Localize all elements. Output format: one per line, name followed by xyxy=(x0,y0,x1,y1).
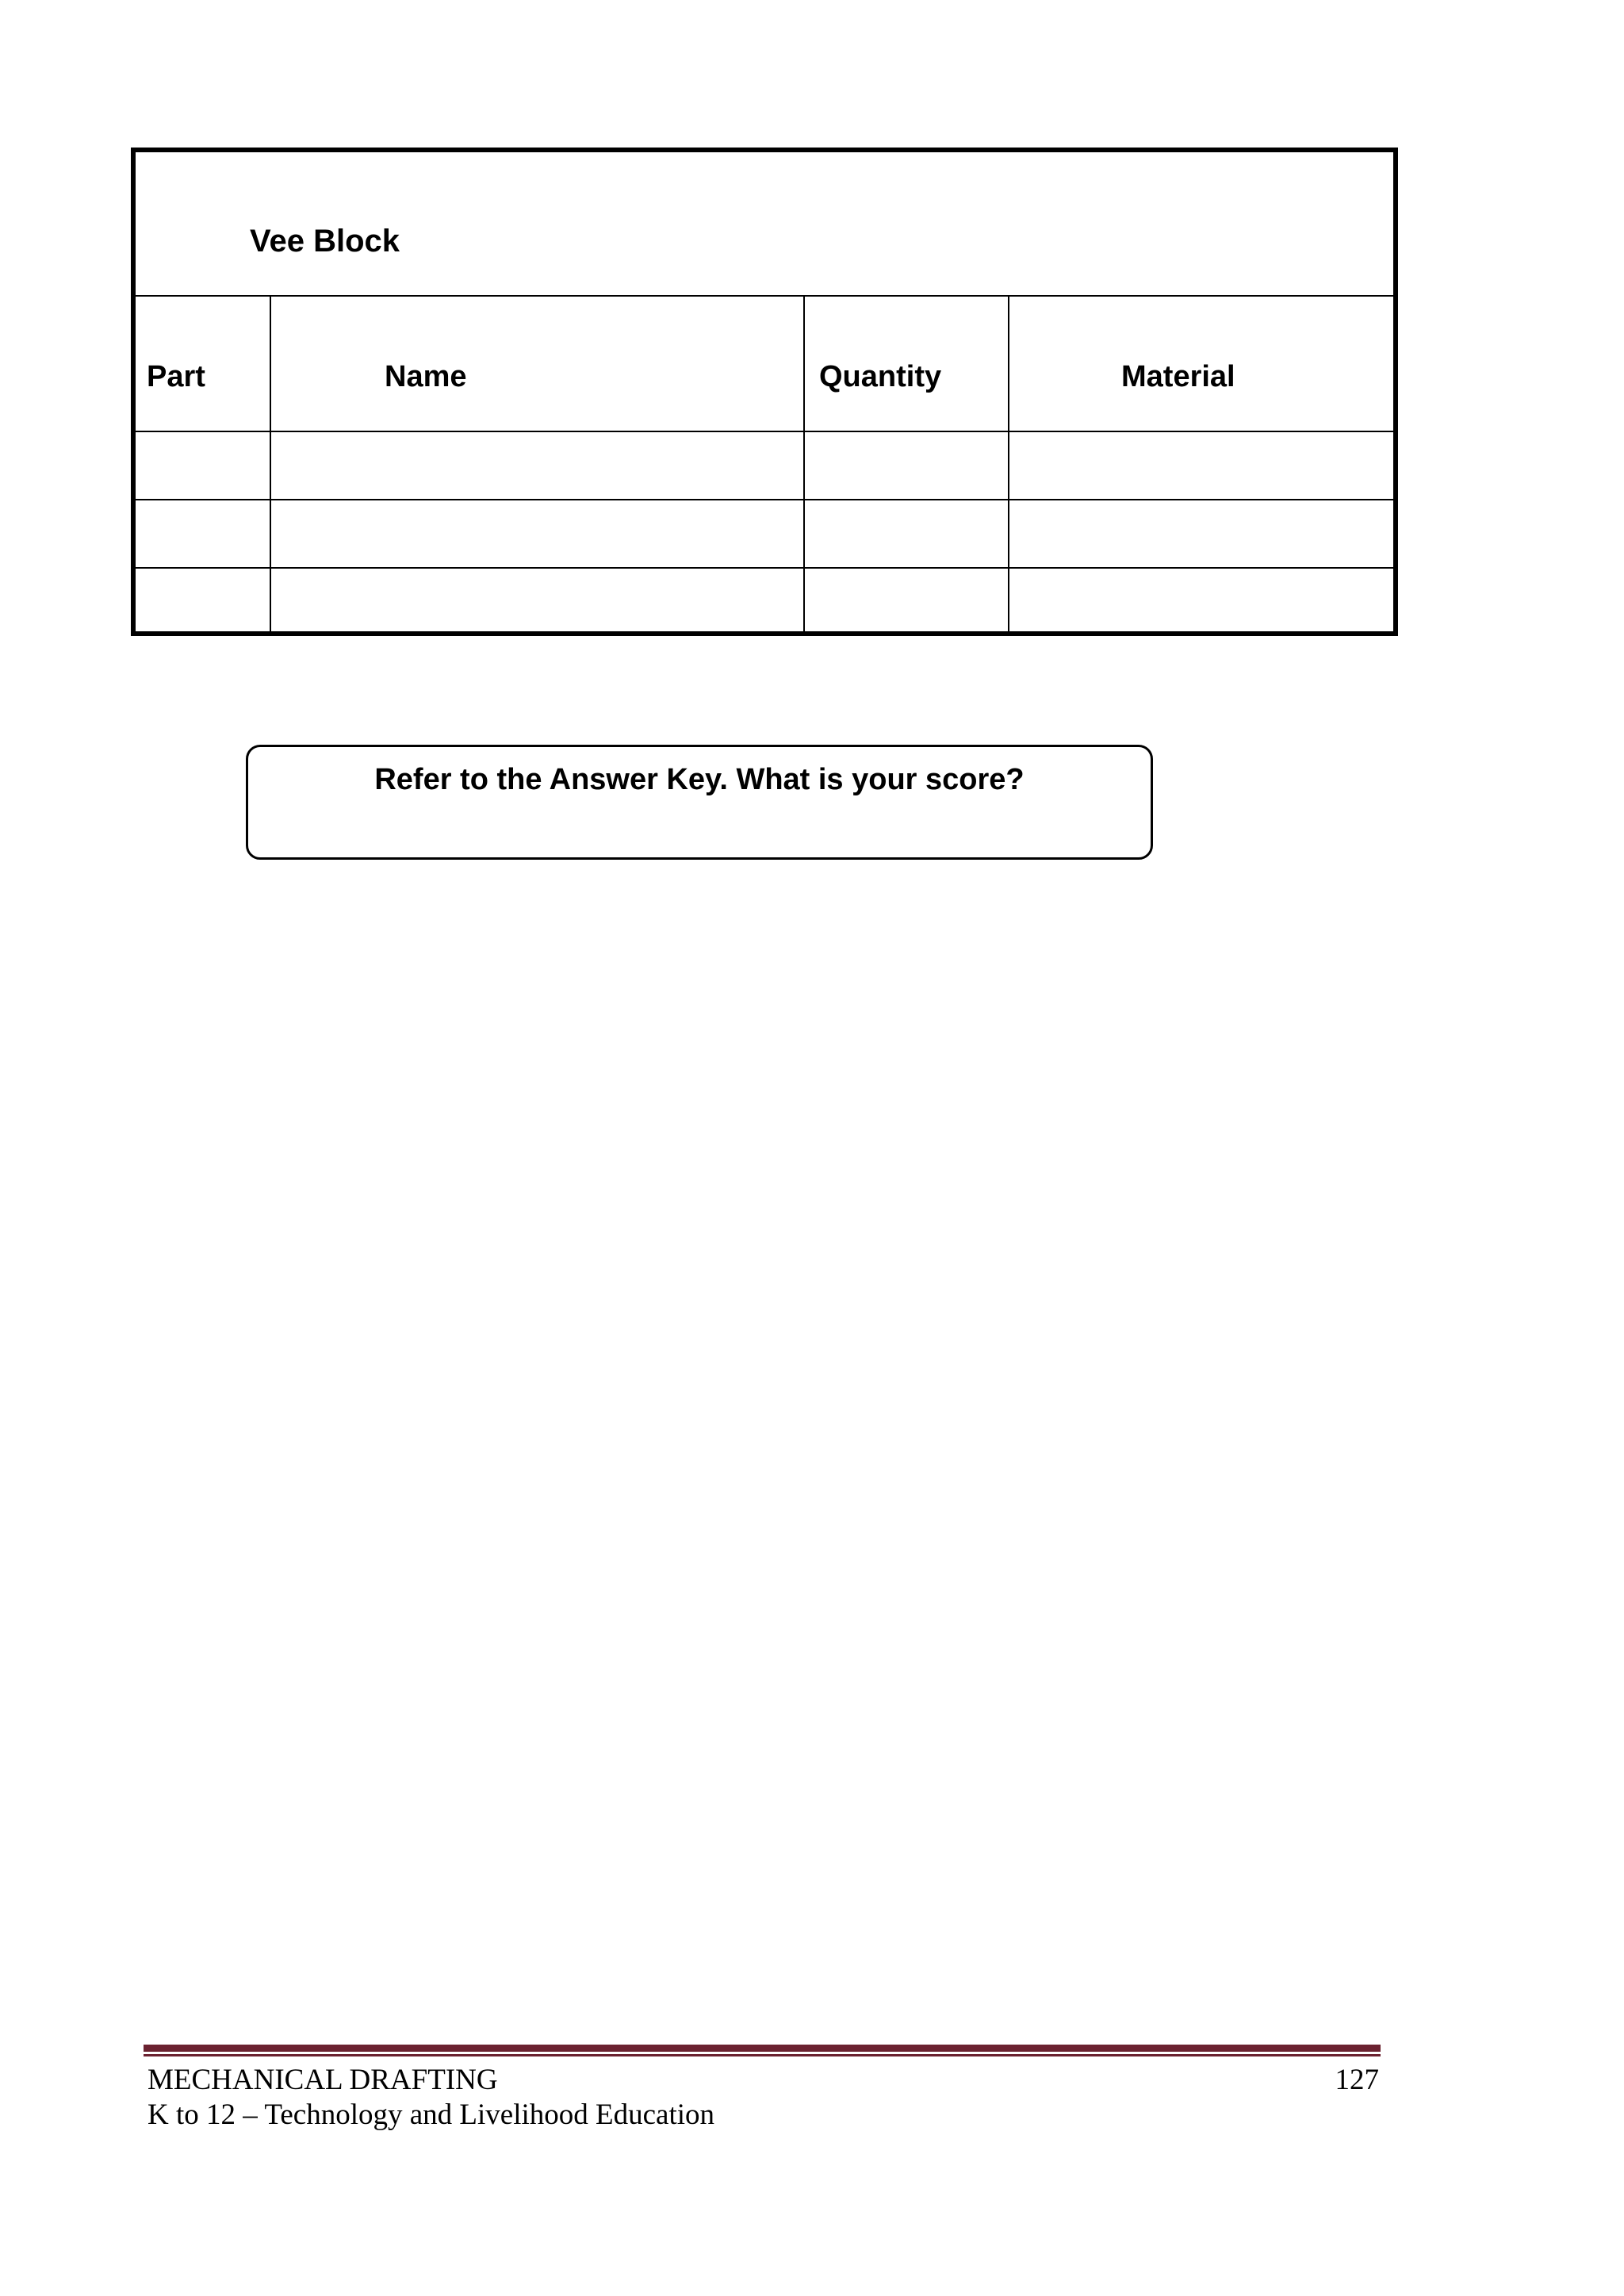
header-cell-name xyxy=(271,297,805,431)
header-cell-material xyxy=(1009,297,1393,431)
table-cell-material xyxy=(1009,569,1393,636)
footer-subtitle: K to 12 – Technology and Livelihood Education xyxy=(147,2099,715,2131)
table-title-row xyxy=(136,152,1393,297)
table-row xyxy=(136,432,1393,500)
header-material-label: Material xyxy=(1121,360,1235,393)
table-header-row xyxy=(136,297,1393,432)
table-row xyxy=(136,569,1393,636)
table-cell-name xyxy=(271,569,805,636)
header-name-label: Name xyxy=(385,360,467,393)
parts-list-table xyxy=(131,148,1398,636)
table-cell-quantity xyxy=(805,500,1009,567)
table-title: Vee Block xyxy=(250,224,400,259)
header-cell-quantity xyxy=(805,297,1009,431)
header-quantity-label: Quantity xyxy=(819,360,942,393)
footer-course-title: MECHANICAL DRAFTING xyxy=(147,2064,498,2096)
table-cell-name xyxy=(271,500,805,567)
score-prompt-box xyxy=(246,745,1153,860)
table-cell-quantity xyxy=(805,569,1009,636)
table-cell-material xyxy=(1009,432,1393,499)
page-number: 127 xyxy=(1335,2064,1379,2096)
table-cell-part xyxy=(136,569,271,636)
table-cell-part xyxy=(136,500,271,567)
header-cell-part xyxy=(136,297,271,431)
table-cell-material xyxy=(1009,500,1393,567)
score-prompt-text: Refer to the Answer Key. What is your score? xyxy=(374,763,1025,796)
table-cell-part xyxy=(136,432,271,499)
footer-divider-thin xyxy=(144,2054,1381,2056)
header-part-label: Part xyxy=(147,360,205,393)
table-row xyxy=(136,500,1393,569)
footer-divider xyxy=(144,2045,1381,2052)
table-cell-name xyxy=(271,432,805,499)
table-cell-quantity xyxy=(805,432,1009,499)
